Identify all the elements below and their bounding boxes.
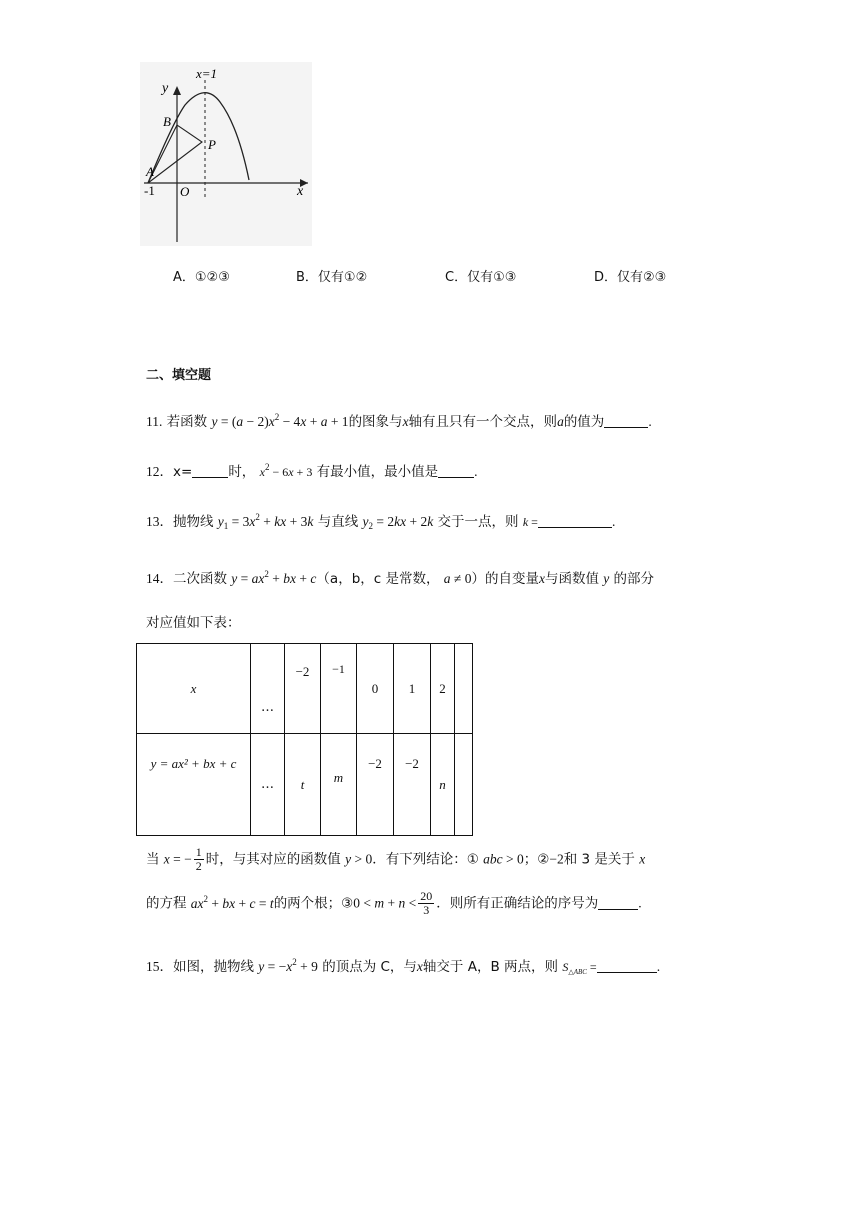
- q14-text-3: ）的自变量: [471, 571, 539, 587]
- q11-text-1: 若函数: [166, 414, 208, 430]
- table-cell: 1: [394, 644, 431, 734]
- q12-blank-1[interactable]: [192, 463, 228, 478]
- point-b-label: B: [163, 114, 171, 129]
- q15-text-1: 如图，抛物线: [173, 959, 254, 975]
- table-cell: [455, 734, 473, 836]
- table-row-x: [137, 644, 473, 734]
- question-12: 12．x= 时， $x^2 - 6x + 3$ 有最小值，最小值是 .: [146, 462, 478, 480]
- q15-answer-blank[interactable]: [597, 958, 657, 973]
- q12-blank-2[interactable]: [438, 463, 474, 478]
- q14-text-5: 的部分: [613, 571, 655, 587]
- q11-formula: $y = (a - 2)x^2 - 4x + a + 1$: [211, 412, 349, 429]
- q14-answer-blank[interactable]: [598, 895, 638, 910]
- table-cell: m: [321, 734, 357, 836]
- table-cell: n: [431, 734, 455, 836]
- parabola-figure: [140, 62, 312, 246]
- question-15: 15．如图，抛物线 $y = -x^2 + 9$ 的顶点为 C，与x轴交于 A，B 两点，则 $S_{\triangle ABC}$ = .: [146, 957, 661, 976]
- table-cell: −1: [321, 644, 357, 734]
- q13-text-1: 抛物线: [173, 514, 214, 530]
- q12-text-3: 有最小值，最小值是: [316, 464, 439, 480]
- q11-text-2: 的图象与: [348, 414, 403, 430]
- option-c[interactable]: C．仅有①③: [445, 270, 517, 285]
- q12-text-1: x=: [173, 464, 193, 480]
- x-axis-label: x: [297, 184, 304, 199]
- table-cell: …: [251, 644, 285, 734]
- q14-number: 14: [146, 571, 160, 586]
- q15-text-3: 轴交于 A，B 两点，则: [422, 959, 559, 975]
- q14-cond-5: 和 3 是关于: [563, 851, 635, 868]
- question-14-line-4: 的方程 $ax^2$ + bx + c = t的两个根；③0 < m + n < $\frac{20}{3}$ ．则所有正确结论的序号为 .: [146, 889, 642, 918]
- option-d[interactable]: D．仅有②③: [594, 270, 667, 285]
- table-cell: 2: [431, 644, 455, 734]
- q12-number: 12: [146, 464, 160, 479]
- minus-one-label: -1: [144, 183, 155, 198]
- q14-cond-6: 的方程: [146, 895, 187, 912]
- table-cell: 0: [357, 644, 394, 734]
- q13-text-3: 交于一点，则: [437, 514, 519, 530]
- point-a-label: A: [146, 164, 154, 179]
- q11-text-4: 的值为: [563, 414, 605, 430]
- q14-cond-2: 时，与其对应的函数值: [205, 851, 341, 868]
- q14-cond-3: ．有下列结论：①: [372, 851, 479, 868]
- table-cell: t: [285, 734, 321, 836]
- q13-number: 13: [146, 514, 160, 529]
- table-row-y: [137, 734, 473, 836]
- q14-text-4: 与函数值: [544, 571, 599, 587]
- question-13: 13．抛物线 $y_1 = 3x^2$ + kx + 3k 与直线 $y_2 = 2kx + 2k$ 交于一点，则 k = .: [146, 512, 616, 531]
- question-11: 11. 若函数 $y = (a - 2)x^2 - 4x + a + 1$的图象与x轴有且只有一个交点，则a的值为 .: [146, 412, 652, 430]
- q15-text-2: 的顶点为 C，与: [322, 959, 417, 975]
- q14-cond-7: 的两个根；③: [273, 895, 354, 912]
- table-cell: −2: [394, 734, 431, 836]
- origin-label: O: [180, 184, 190, 199]
- question-14-line-2: 对应值如下表：: [146, 615, 241, 631]
- q13-text-2: 与直线: [317, 514, 359, 530]
- q11-number: 11: [146, 414, 159, 429]
- q14-cond-4: ；②: [523, 851, 550, 868]
- q13-answer-blank[interactable]: [538, 513, 612, 528]
- q11-answer-blank[interactable]: [604, 413, 648, 428]
- q14-formula: $y = ax^2$ + bx + c: [231, 569, 317, 586]
- table-cell: −2: [357, 734, 394, 836]
- q15-formula: $y = -x^2 + 9$: [258, 957, 318, 974]
- table-cell: −2: [285, 644, 321, 734]
- point-p-label: P: [208, 137, 216, 152]
- option-a[interactable]: A．①②③: [173, 270, 230, 285]
- table-cell: [455, 644, 473, 734]
- q14-cond-8: ．则所有正确结论的序号为: [436, 895, 599, 912]
- q13-line-formula: $y_2 = 2kx + 2k$: [362, 514, 434, 531]
- option-b[interactable]: B．仅有①②: [296, 270, 368, 285]
- q11-text-3: 轴有且只有一个交点，则: [408, 414, 558, 430]
- question-14-line-3: 当 x = − $\frac{1}{2}$ 时，与其对应的函数值 y > 0．有下列结论：① abc > 0；②−2和 3 是关于 x: [146, 845, 646, 874]
- q13-parabola-formula: $y_1 = 3x^2$ + kx + 3k: [217, 512, 314, 531]
- table-header-x: x: [137, 644, 251, 734]
- y-axis-label: y: [162, 81, 169, 96]
- section-title: 二、填空题: [146, 368, 212, 383]
- q14-text-1: 二次函数: [173, 571, 227, 587]
- question-14-line-1: 14．二次函数 $y = ax^2$ + bx + c（a，b，c 是常数， a ≠ 0）的自变量x与函数值 y 的部分: [146, 569, 655, 587]
- value-table: [136, 643, 473, 836]
- x-line-label: x=1: [196, 66, 218, 81]
- table-cell: …: [251, 734, 285, 836]
- q12-text-2: 时，: [228, 464, 256, 480]
- table-header-y: y = ax² + bx + c: [137, 734, 251, 836]
- q14-cond-1: 当: [146, 851, 160, 868]
- q14-text-2: （a，b，c 是常数，: [316, 571, 440, 587]
- q12-formula: $x^2 - 6x + 3$: [259, 462, 313, 479]
- q15-number: 15: [146, 959, 160, 974]
